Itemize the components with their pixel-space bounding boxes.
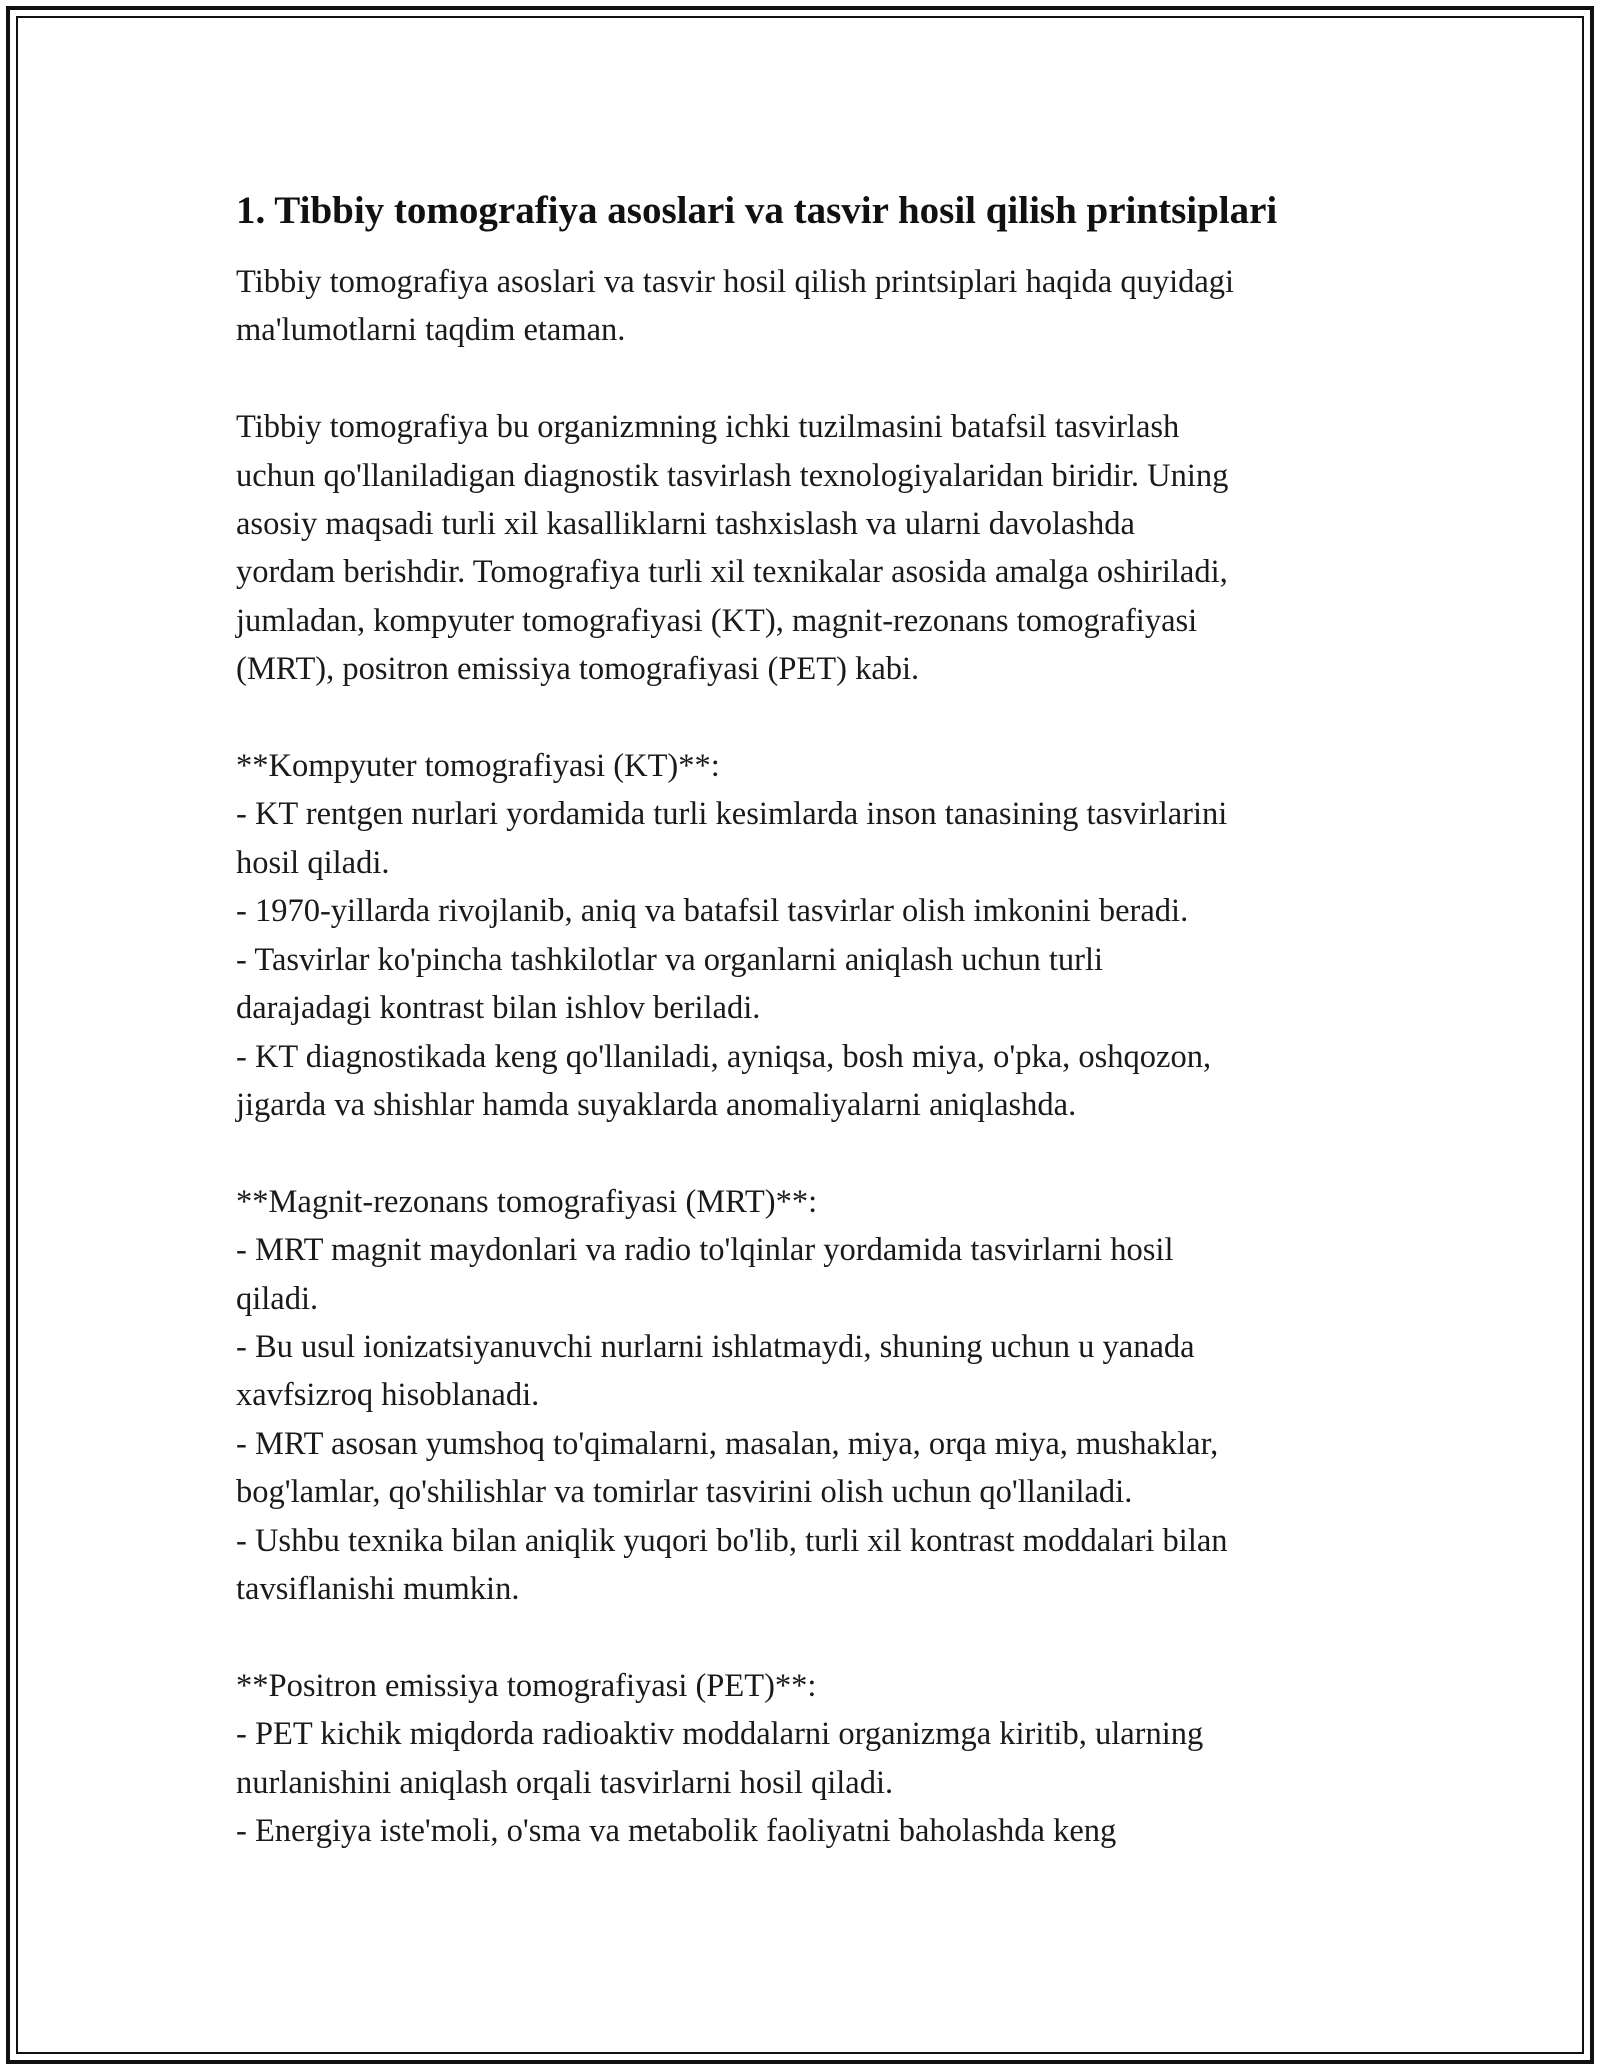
page-title: 1. Tibbiy tomografiya asoslari va tasvir hosil qilish printsiplari (236, 189, 1278, 232)
document-body: Tibbiy tomografiya asoslari va tasvir hosil qilish printsiplari haqida quyidagi ma'lumotlarni taqdim etaman. Tibbiy tomografiya bu organizmning ichki tuzilmasini batafsil tasvirlash uchun qo'llaniladigan diagnostik tasvirlash texnologiyalaridan biridir. Uning asosiy maqsadi turli xil kasalliklarni tashxislash va ularni davolashda yordam berishdir. Tomografiya turli xil texnikalar asosida amalga oshiriladi, jumladan, kompyuter tomografiyasi (KT), magnit-rezonans tomografiyasi (MRT), positron emissiya tomografiyasi (PET) kabi. **Kompyuter tomografiyasi (KT)**: - KT rentgen nurlari yordamida turli kesimlarda inson tanasining tasvirlarini hosil qiladi. - 1970-yillarda rivojlanib, aniq va batafsil tasvirlar olish imkonini beradi. - Tasvirlar ko'pincha tashkilotlar va organlarni aniqlash uchun turli darajadagi kontrast bilan ishlov beriladi. - KT diagnostikada keng qo'llaniladi, ayniqsa, bosh miya, o'pka, oshqozon, jigarda va shishlar hamda suyaklarda anomaliyalarni aniqlashda. **Magnit-rezonans tomografiyasi (MRT)**: - MRT magnit maydonlari va radio to'lqinlar yordamida tasvirlarni hosil qiladi. - Bu usul ionizatsiyanuvchi nurlarni ishlatmaydi, shuning uchun u yanada xavfsizroq hisoblanadi. - MRT asosan yumshoq to'qimalarni, masalan, miya, orqa miya, mushaklar, bog'lamlar, qo'shilishlar va tomirlar tasvirini olish uchun qo'llaniladi. - Ushbu texnika bilan aniqlik yuqori bo'lib, turli xil kontrast moddalari bilan tavsiflanishi mumkin. **Positron emissiya tomografiyasi (PET)**: - PET kichik miqdorda radioaktiv moddalarni organizmga kiritib, ularning nurlanishini aniqlash orqali tasvirlarni hosil qiladi. - Energiya iste'moli, o'sma va metabolik faoliyatni baholashda keng (236, 264, 1235, 1849)
document-content (236, 186, 1376, 1855)
